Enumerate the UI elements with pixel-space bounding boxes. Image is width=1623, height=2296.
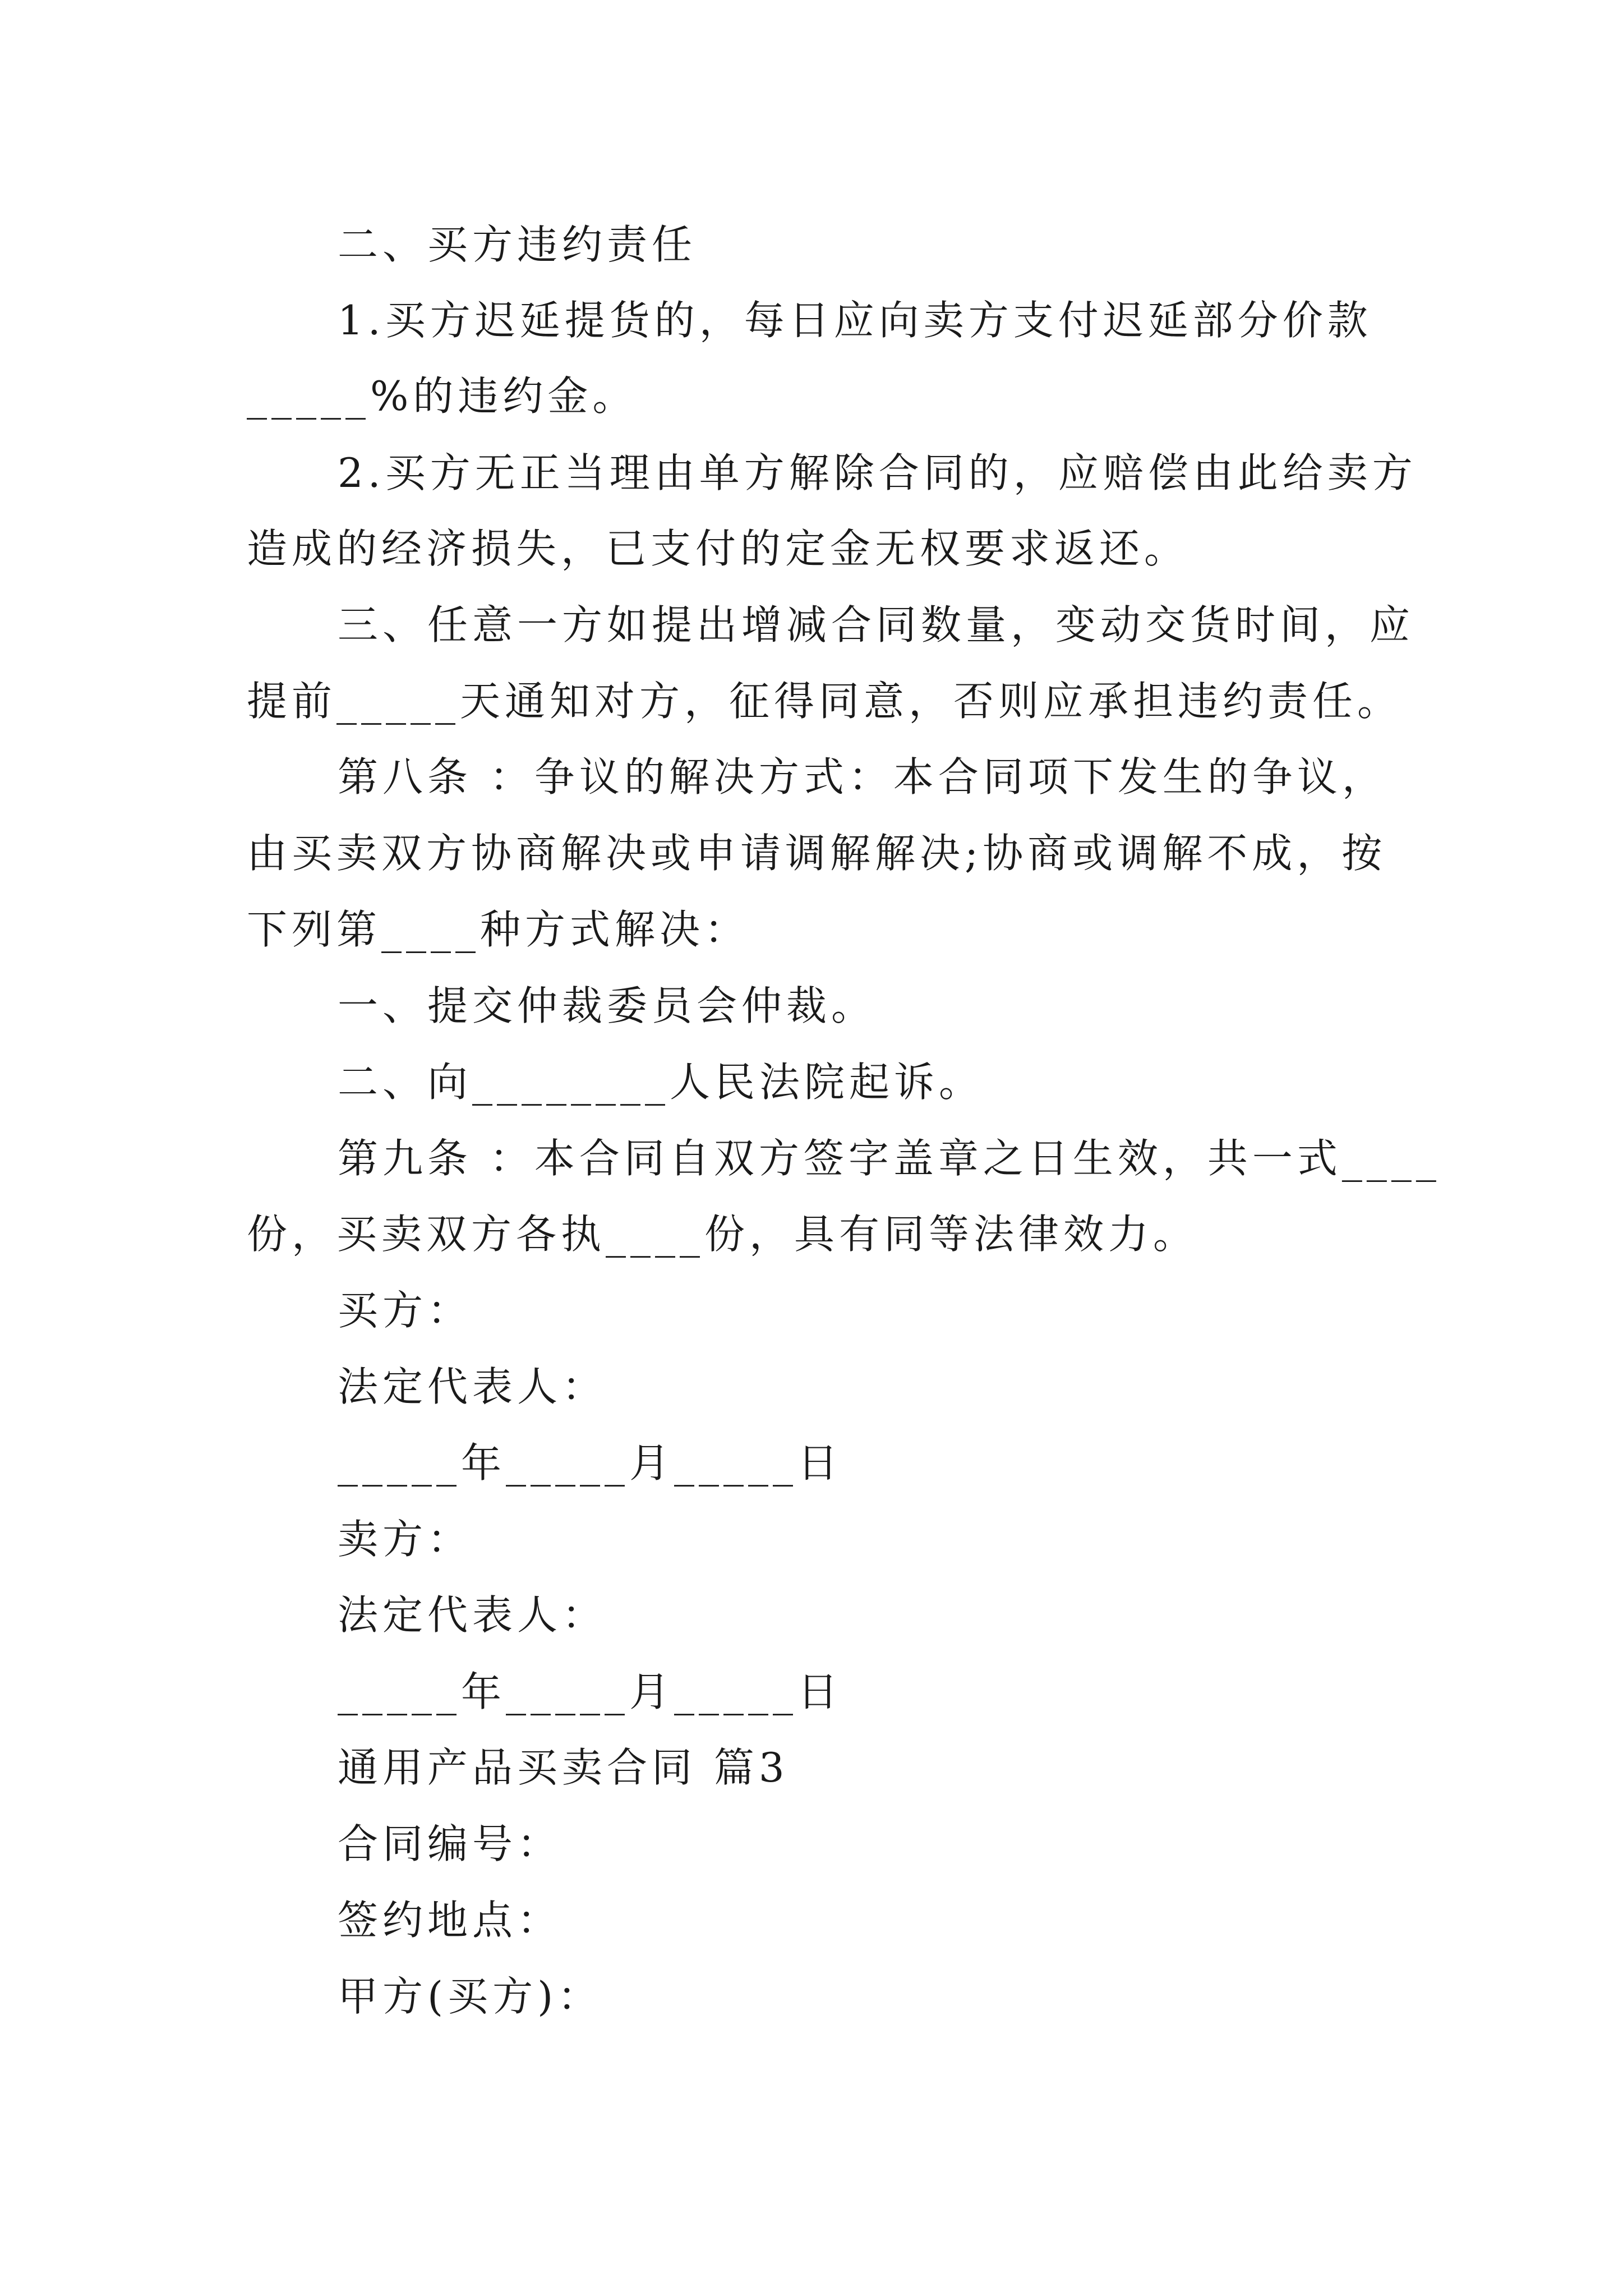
buyer-representative-label: 法定代表人： (338, 1363, 607, 1410)
clause-text-line: 由买卖双方协商解决或申请调解解决;协商或调解不成，按 (247, 830, 1387, 877)
party-a-label: 甲方(买方)： (338, 1973, 603, 2020)
clause-text-line: _____%的违约金。 (247, 372, 638, 420)
seller-representative-label: 法定代表人： (338, 1591, 607, 1639)
clause-text-line: 二、向________人民法院起诉。 (338, 1059, 984, 1106)
contract-title: 通用产品买卖合同 篇3 (338, 1744, 789, 1791)
signing-location-label: 签约地点： (338, 1897, 562, 1944)
seller-date-line: _____年_____月_____日 (338, 1668, 842, 1715)
clause-text-line: 一、提交仲裁委员会仲裁。 (338, 982, 877, 1029)
clause-text-line: 造成的经济损失，已支付的定金无权要求返还。 (247, 525, 1189, 572)
clause-text-line: 份，买卖双方各执____份，具有同等法律效力。 (247, 1211, 1198, 1258)
clause-text-line: 提前_____天通知对方，征得同意，否则应承担违约责任。 (247, 678, 1403, 725)
contract-number-label: 合同编号： (338, 1820, 562, 1867)
clause-text-line: 下列第____种方式解决： (247, 906, 750, 953)
article-eight-heading: 第八条 ：争议的解决方式：本合同项下发生的争议， (338, 753, 1387, 800)
clause-text-line: 1.买方迟延提货的，每日应向卖方支付迟延部分价款 (338, 297, 1372, 344)
clause-text-line: 2.买方无正当理由单方解除合同的，应赔偿由此给卖方 (338, 449, 1417, 496)
buyer-date-line: _____年_____月_____日 (338, 1439, 842, 1487)
article-nine-heading: 第九条 ：本合同自双方签字盖章之日生效，共一式____ (338, 1135, 1441, 1182)
seller-signature-label: 卖方： (338, 1516, 473, 1563)
buyer-signature-label: 买方： (338, 1287, 473, 1334)
clause-heading-buyer-liability: 二、买方违约责任 (338, 221, 697, 268)
clause-text-line: 三、任意一方如提出增减合同数量，变动交货时间，应 (338, 601, 1415, 648)
